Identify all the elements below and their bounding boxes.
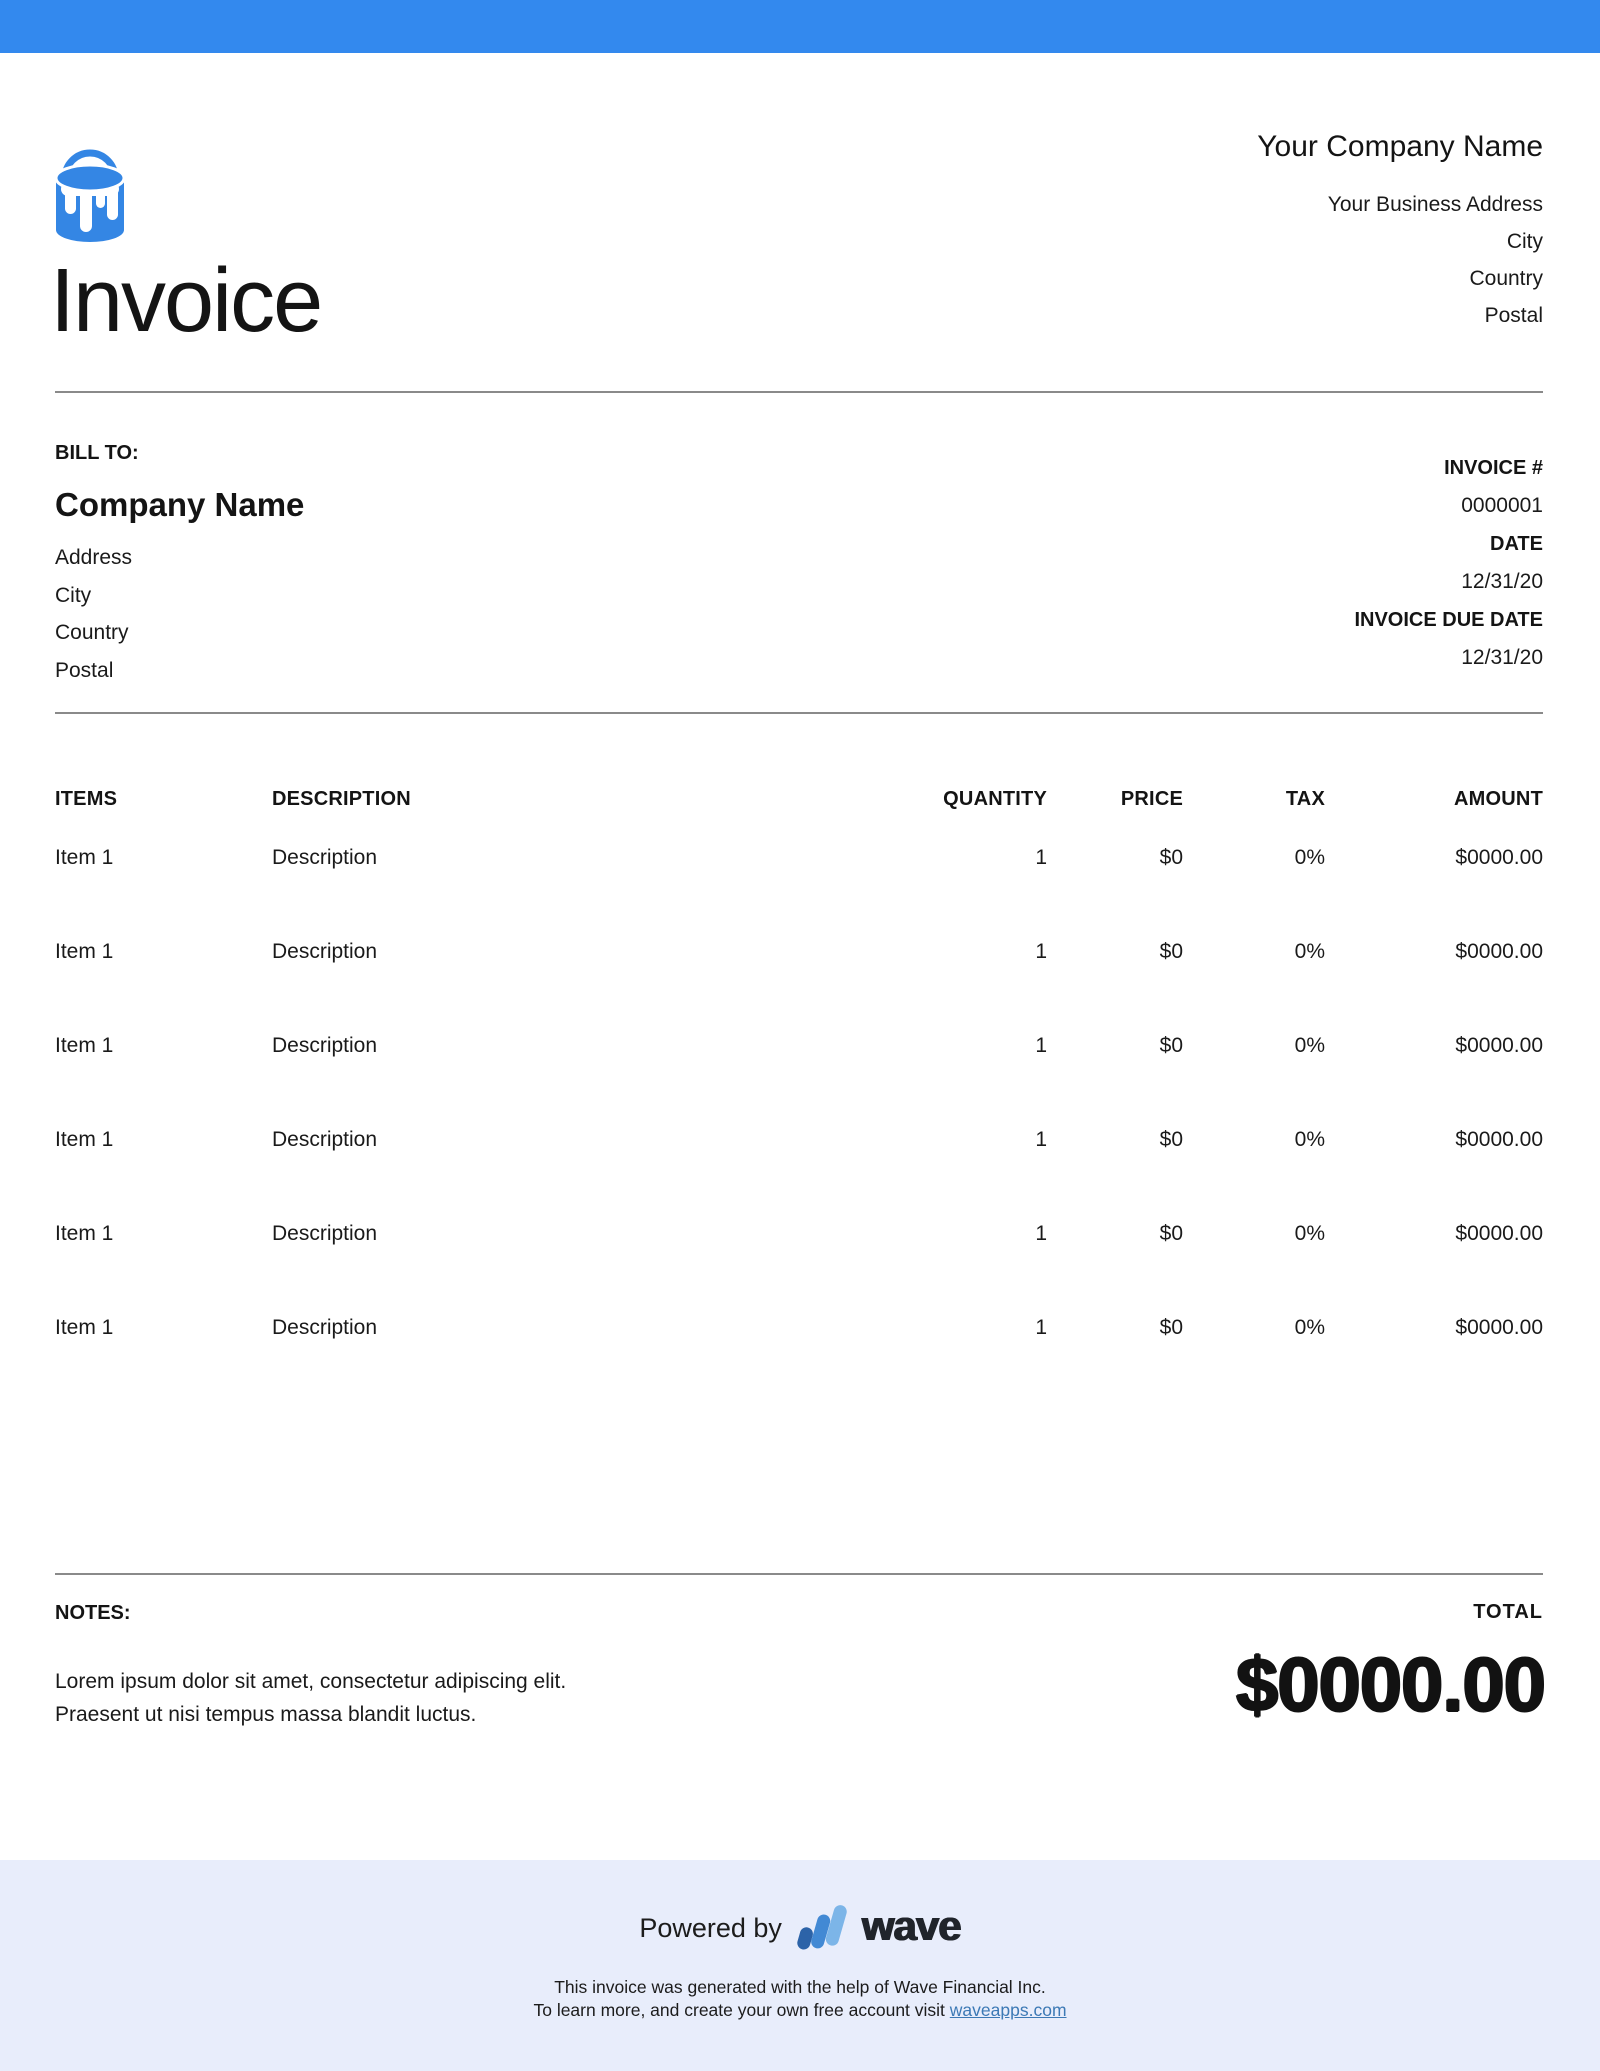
column-header-amount: AMOUNT [1454,788,1543,810]
footer [0,1860,1600,2071]
bill-to-address-line: Country [55,621,129,644]
header-divider [55,391,1543,393]
table-row [55,846,1543,870]
cell-tax: 0% [1294,1316,1325,1339]
company-name: Your Company Name [1257,130,1543,163]
column-header-quantity: QUANTITY [943,788,1047,810]
powered-by-row [0,1904,1600,1952]
cell-tax: 0% [1294,940,1325,963]
notes-text [55,1665,566,1731]
company-header-block [1257,130,1543,334]
cell-quantity: 1 [1035,846,1047,869]
notes-block [55,1602,566,1731]
cell-description: Description [272,940,378,963]
cell-amount: $0000.00 [1455,1222,1543,1245]
table-row [55,1222,1543,1246]
cell-item: Item 1 [55,1222,114,1245]
column-header-description: DESCRIPTION [272,788,411,810]
cell-amount: $0000.00 [1455,846,1543,869]
cell-item: Item 1 [55,1034,114,1057]
top-accent-bar [0,0,1600,53]
notes-text-line: Lorem ipsum dolor sit amet, consectetur adipiscing elit. [55,1670,567,1693]
cell-description: Description [272,1128,378,1151]
bill-to-label: BILL TO: [55,442,139,464]
total-amount: $0000.00 [1236,1643,1545,1728]
cell-price: $0 [1159,1222,1183,1245]
paint-bucket-icon [54,126,126,244]
line-items-table [55,780,1543,1440]
cell-item: Item 1 [55,1128,114,1151]
cell-price: $0 [1159,1316,1183,1339]
column-header-tax: TAX [1285,788,1325,810]
table-row [55,940,1543,964]
bill-to-block [55,442,304,689]
bill-to-company: Company Name [55,486,305,523]
cell-amount: $0000.00 [1455,940,1543,963]
cell-description: Description [272,1034,378,1057]
footer-line2-prefix: To learn more, and create your own free account visit [533,2000,950,2020]
cell-item: Item 1 [55,940,114,963]
cell-tax: 0% [1294,1034,1325,1057]
cell-amount: $0000.00 [1455,1034,1543,1057]
company-address-line: City [1506,230,1543,253]
invoice-due-date-value: 12/31/20 [1461,646,1543,669]
invoice-date-value: 12/31/20 [1461,570,1543,593]
footer-line1: This invoice was generated with the help of Wave Financial Inc. [554,1977,1046,1997]
cell-price: $0 [1159,846,1183,869]
company-address-line: Postal [1484,304,1543,327]
cell-price: $0 [1159,1128,1183,1151]
invoice-due-date-label: INVOICE DUE DATE [1354,609,1543,631]
cell-quantity: 1 [1035,1316,1047,1339]
bill-to-divider [55,712,1543,714]
cell-tax: 0% [1294,1222,1325,1245]
cell-price: $0 [1159,1034,1183,1057]
footer-line2 [0,1999,1600,2022]
waveapps-link[interactable]: waveapps.com [949,2000,1067,2020]
table-header-row [55,788,1543,811]
invoice-number-label: INVOICE # [1444,457,1543,479]
page-title: Invoice [50,251,322,351]
cell-quantity: 1 [1035,1034,1047,1057]
cell-amount: $0000.00 [1455,1316,1543,1339]
powered-by-label: Powered by [639,1912,782,1943]
invoice-meta-block [1354,449,1543,677]
total-label: TOTAL [1473,1601,1543,1623]
company-address-line: Country [1469,267,1543,290]
bill-to-address-line: City [55,583,92,607]
invoice-date-label: DATE [1490,533,1543,555]
column-header-items: ITEMS [55,788,118,810]
notes-label: NOTES: [55,1602,131,1624]
notes-text-line: Praesent ut nisi tempus massa blandit luctus. [55,1703,477,1726]
bill-to-address [55,539,304,689]
wave-logo-icon [796,1904,848,1952]
cell-tax: 0% [1294,1128,1325,1151]
table-row [55,1034,1543,1058]
cell-description: Description [272,1316,378,1339]
cell-tax: 0% [1294,846,1325,869]
cell-description: Description [272,1222,378,1245]
cell-amount: $0000.00 [1455,1128,1543,1151]
cell-quantity: 1 [1035,1222,1047,1245]
bill-to-address-line: Postal [55,658,114,682]
bill-to-address-line: Address [55,546,133,569]
footer-legal-text [0,1976,1600,2022]
cell-price: $0 [1159,940,1183,963]
totals-divider [55,1573,1543,1575]
company-address-line: Your Business Address [1327,193,1543,216]
cell-item: Item 1 [55,1316,114,1339]
wave-wordmark: wave [861,1902,961,1949]
cell-description: Description [272,846,378,869]
column-header-price: PRICE [1120,788,1183,810]
invoice-number-value: 0000001 [1461,494,1543,517]
cell-quantity: 1 [1035,940,1047,963]
table-row [55,1316,1543,1340]
table-row [55,1128,1543,1152]
cell-quantity: 1 [1035,1128,1047,1151]
cell-item: Item 1 [55,846,114,869]
